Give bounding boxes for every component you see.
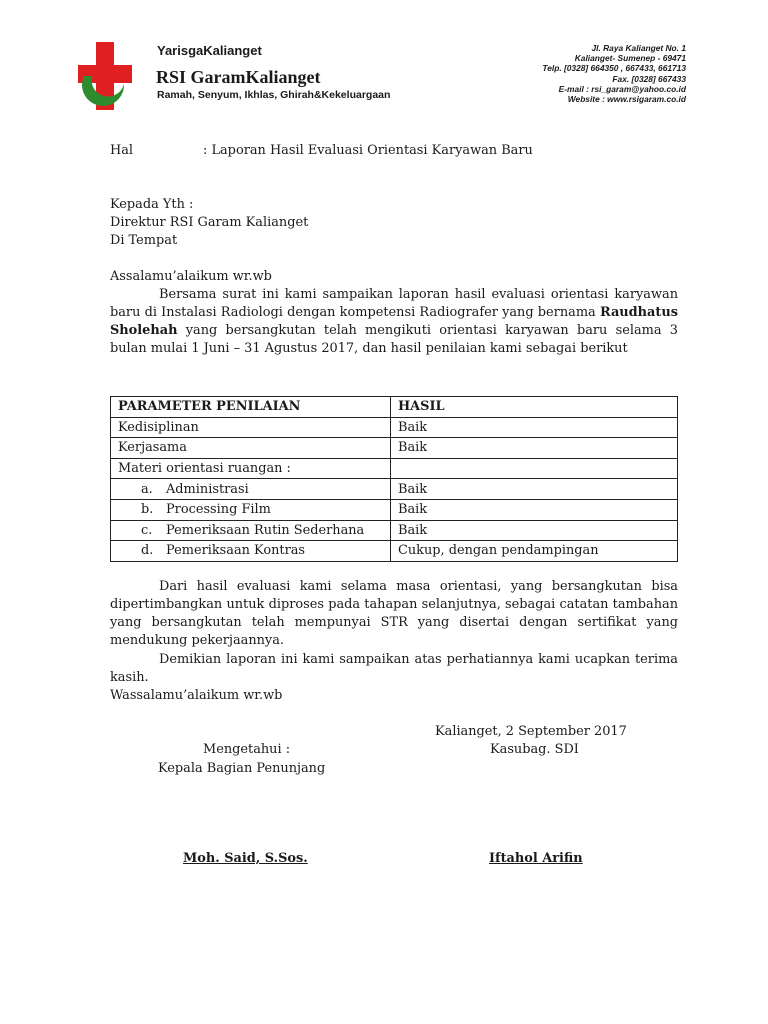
result-cell: Cukup, dengan pendampingan bbox=[391, 541, 678, 562]
address-line: Kalianget- Sumenep - 69471 bbox=[574, 53, 686, 64]
left-signatory-title: Kepala Bagian Penunjang bbox=[158, 761, 326, 776]
greeting: Assalamu’alaikum wr.wb bbox=[110, 269, 272, 284]
org-tagline: Ramah, Senyum, Ikhlas, Ghirah&Kekeluargaan bbox=[157, 89, 391, 101]
table-row bbox=[111, 438, 678, 459]
recipient-line: Direktur RSI Garam Kalianget bbox=[110, 214, 309, 230]
table-header-row bbox=[111, 397, 678, 418]
param-cell: Kedisiplinan bbox=[111, 417, 391, 438]
param-text: Processing Film bbox=[166, 502, 271, 518]
recipient-block bbox=[110, 196, 308, 250]
paragraph-intro bbox=[110, 286, 678, 358]
right-signatory-name: Iftahol Arifin bbox=[489, 851, 583, 866]
hospital-logo bbox=[78, 42, 132, 110]
result-cell: Baik bbox=[391, 520, 678, 541]
website-line: Website : www.rsigaram.co.id bbox=[567, 94, 686, 105]
recipient-line: Kepada Yth : bbox=[110, 197, 194, 212]
table-row bbox=[111, 479, 678, 500]
item-marker: c. bbox=[141, 522, 153, 538]
table-row bbox=[111, 417, 678, 438]
subject-text: : Laporan Hasil Evaluasi Orientasi Karyawan Baru bbox=[203, 143, 533, 158]
para1-before: Bersama surat ini kami sampaikan laporan hasil evaluasi orientasi karyawan baru di Instalasi Radiologi dengan kompetensi Radiografer yang bernama bbox=[110, 287, 678, 320]
place-date: Kalianget, 2 September 2017 bbox=[435, 724, 627, 739]
para2-text: Dari hasil evaluasi kami selama masa orientasi, yang bersangkutan bisa dipertimbangkan untuk diproses pada tahapan selanjutnya, sebagai catatan tambahan yang bersangkutan telah mempunyai STR yang disertai dengan sertifikat yang mendukung pekerjaannya. bbox=[110, 579, 678, 648]
param-cell bbox=[111, 479, 391, 500]
param-text: Pemeriksaan Kontras bbox=[166, 543, 306, 559]
param-text: Administrasi bbox=[166, 481, 249, 497]
param-text: Pemeriksaan Rutin Sederhana bbox=[166, 522, 365, 538]
table-row bbox=[111, 499, 678, 520]
recipient-line: Di Tempat bbox=[110, 232, 178, 248]
table-row bbox=[111, 520, 678, 541]
paragraph-conclusion bbox=[110, 578, 678, 650]
param-cell: Kerjasama bbox=[111, 438, 391, 459]
closing-greeting: Wassalamu’alaikum wr.wb bbox=[110, 688, 283, 703]
left-signatory-label: Mengetahui : bbox=[203, 742, 291, 757]
table-row bbox=[111, 541, 678, 562]
employee-name: Raudhatus Sholehah bbox=[110, 304, 678, 338]
result-cell: Baik bbox=[391, 479, 678, 500]
para3-text: Demikian laporan ini kami sampaikan atas perhatiannya kami ucapkan terima kasih. bbox=[110, 652, 678, 685]
item-marker: a. bbox=[141, 481, 153, 497]
org-small-name: YarisgaKalianget bbox=[157, 43, 262, 58]
result-cell bbox=[391, 458, 678, 479]
fax-line: Fax. [0328] 667433 bbox=[612, 73, 686, 84]
header-result: HASIL bbox=[391, 397, 678, 418]
result-cell: Baik bbox=[391, 499, 678, 520]
item-marker: b. bbox=[141, 502, 154, 518]
evaluation-table bbox=[110, 396, 678, 562]
param-cell bbox=[111, 520, 391, 541]
left-signatory-name: Moh. Said, S.Sos. bbox=[183, 851, 308, 866]
paragraph-thanks bbox=[110, 651, 678, 687]
address-line: Jl. Raya Kalianget No. 1 bbox=[591, 43, 686, 53]
item-marker: d. bbox=[141, 543, 154, 559]
header-parameter: PARAMETER PENILAIAN bbox=[111, 397, 391, 418]
org-address-block bbox=[542, 43, 686, 104]
table-row bbox=[111, 458, 678, 479]
email-line: E-mail : rsi_garam@yahoo.co.id bbox=[558, 83, 686, 94]
phone-line: Telp. [0328] 664350 , 667433, 661713 bbox=[542, 63, 686, 74]
org-name: RSI GaramKalianget bbox=[156, 67, 321, 87]
result-cell: Baik bbox=[391, 417, 678, 438]
para1-after: yang bersangkutan telah mengikuti orientasi karyawan baru selama 3 bulan mulai 1 Juni – 31 Agustus 2017, dan hasil penilaian kami sebagai berikut bbox=[110, 322, 678, 356]
param-cell bbox=[111, 541, 391, 562]
subject-label: Hal bbox=[110, 143, 134, 158]
result-cell: Baik bbox=[391, 438, 678, 459]
param-cell bbox=[111, 499, 391, 520]
param-cell: Materi orientasi ruangan : bbox=[111, 458, 391, 479]
right-signatory-title: Kasubag. SDI bbox=[490, 742, 579, 757]
